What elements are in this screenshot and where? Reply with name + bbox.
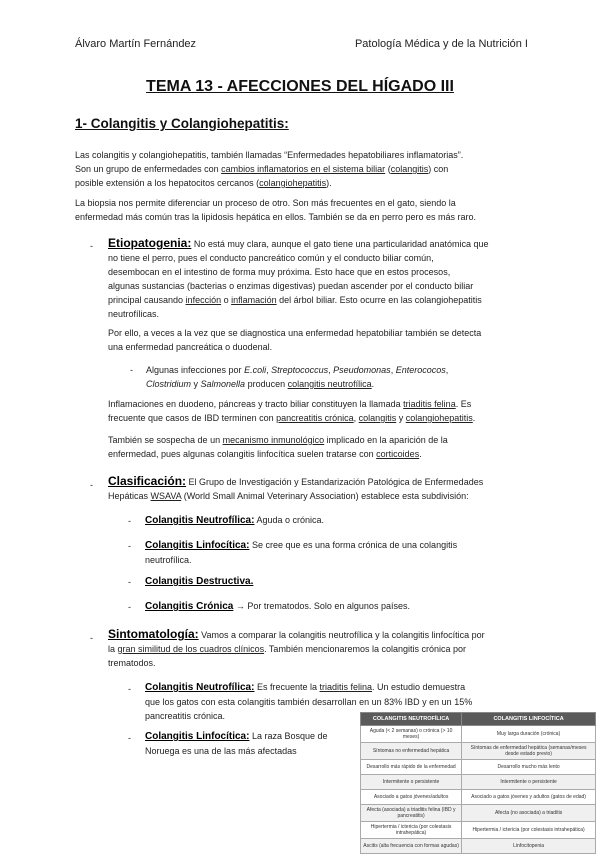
bullet-dash: - — [90, 480, 93, 490]
infections-paragraph: Algunas infecciones por E.coli, Streptococcus, Pseudomonas, Enterococos, Clostridium y Salmonella producen colangitis neutrofílica. — [146, 365, 449, 389]
clasificacion-label: Clasificación: — [108, 474, 187, 488]
bullet-dash: - — [128, 602, 131, 612]
table-row — [361, 775, 596, 790]
etiopatogenia-paragraph: Etiopatogenia: No está muy clara, aunque el gato tiene una particularidad anatómica que no tiene el perro, pues el conducto pancreático común y el conducto biliar común, desembocan en el intestino de forma muy próxima. Esto hace que en estos procesos, algunas sustancias (bacterias o enzimas digestivas) puedan ascender por el conducto biliar principal causando infección o inflamación del árbol biliar. Esto ocurre en las colangiohepatitis neutrofílicas. — [108, 236, 489, 319]
bullet-dash: - — [90, 633, 93, 643]
table-cell: Hipertermia / ictericia (por colestasis intrahepática) — [361, 822, 462, 839]
intro-paragraph-2: La biopsia nos permite diferenciar un proceso de otro. Son más frecuentes en el gato, siendo la enfermedad más común tras la lipidosis hepática en ellos. También se da en perro pero es más raro. — [75, 198, 477, 222]
etiopatogenia-paragraph-2: Por ello, a veces a la vez que se diagnostica una enfermedad hepatobiliar también se detecta una enfermedad pancreática o duodenal. — [108, 328, 482, 352]
intro-paragraph-1: Las colangitis y colangiohepatitis, también llamadas “Enfermedades hepatobiliares inflamatorias”. Son un grupo de enfermedades con cambios inflamatorios en el sistema biliar (colangitis) con posible extensión a los hepatocitos cercanos (colangiohepatitis). — [75, 150, 464, 188]
table-row — [361, 760, 596, 775]
linfocitica-paragraph: Colangitis Linfocítica: La raza Bosque de Noruega es una de las más afectadas — [145, 731, 328, 756]
comparison-table — [360, 712, 596, 854]
table-cell: Intermitente o persistente — [462, 775, 596, 790]
table-row — [361, 726, 596, 743]
bullet-dash: - — [130, 365, 133, 375]
table-cell: Linfocitopenia — [462, 839, 596, 854]
sintomatologia-paragraph: Sintomatología: Vamos a comparar la colangitis neutrofílica y la colangitis linfocítica por la gran similitud de los cuadros clínicos. También mencionaremos la colangitis crónica por trematodos. — [108, 627, 485, 668]
table-cell: Desarrollo mucho más lento — [462, 760, 596, 775]
table-header: COLANGITIS LINFOCÍTICA — [462, 713, 596, 726]
table-cell: Afecta (asociada) a triaditis felina (IBD y pancreatitis) — [361, 805, 462, 822]
bullet-dash: - — [128, 516, 131, 526]
table-header-row — [361, 713, 596, 726]
table-row — [361, 822, 596, 839]
clasificacion-item: Colangitis Destructiva. — [145, 576, 254, 587]
bullet-dash: - — [128, 733, 131, 743]
immunology-paragraph: También se sospecha de un mecanismo inmunológico implicado en la aparición de la enfermedad, pues algunas colangitis linfocítica suelen tratarse con corticoides. — [108, 435, 448, 459]
etiopatogenia-label: Etiopatogenia: — [108, 236, 192, 250]
bullet-dash: - — [90, 241, 93, 251]
table-cell: Ascitis (alta frecuencia con formas agudas) — [361, 839, 462, 854]
table-row — [361, 743, 596, 760]
table-row — [361, 790, 596, 805]
clasificacion-paragraph: Clasificación: El Grupo de Investigación y Estandarización Patológica de Enfermedades Hepáticas WSAVA (World Small Animal Veterinary Association) establece esta subdivisión: — [108, 474, 484, 501]
table-cell: Desarrollo más rápido de la enfermedad — [361, 760, 462, 775]
header-subject: Patología Médica y de la Nutrición I — [354, 38, 528, 50]
table-cell: Afecta (no asociada) a triaditis — [462, 805, 596, 822]
header-author: Álvaro Martín Fernández — [75, 38, 197, 50]
table-cell: Aguda (< 2 semanas) o crónica (> 10 meses) — [361, 726, 462, 743]
table-row — [361, 805, 596, 822]
table-row — [361, 839, 596, 854]
clasificacion-item: Colangitis Linfocítica: Se cree que es una forma crónica de una colangitis neutrofílica. — [145, 540, 458, 565]
bullet-dash: - — [128, 541, 131, 551]
bullet-dash: - — [128, 577, 131, 587]
table-cell: Intermitente o persistente — [361, 775, 462, 790]
clasificacion-item: Colangitis Neutrofílica: Aguda o crónica. — [145, 515, 325, 526]
section-heading: 1- Colangitis y Colangiohepatitis: — [75, 116, 289, 131]
table-cell: Hipertermia / ictericia (por colestasis intrahepática) — [462, 822, 596, 839]
page-title: TEMA 13 - AFECCIONES DEL HÍGADO III — [146, 78, 454, 95]
triaditis-paragraph: Inflamaciones en duodeno, páncreas y tracto biliar constituyen la llamada triaditis felina. Es frecuente que casos de IBD terminen con pancreatitis crónica, colangitis y colangiohepatitis. — [108, 399, 476, 423]
bullet-dash: - — [128, 684, 131, 694]
table-header: COLANGITIS NEUTROFÍLICA — [361, 713, 462, 726]
table-cell: Síntomas de enfermedad hepática (semanas/meses desde estado previo) — [462, 743, 596, 760]
neutrofilica-paragraph: Colangitis Neutrofílica: Es frecuente la triaditis felina. Un estudio demuestra que los gatos con esta colangitis también desarrollan en un 83% IBD y en un 15% pancreatitis crónica. — [145, 682, 473, 721]
sintomatologia-label: Sintomatología: — [108, 627, 199, 641]
table-cell: Asociado a gatos jóvenes/adultos — [361, 790, 462, 805]
table-cell: Síntomas no enfermedad hepática — [361, 743, 462, 760]
table-cell: Asociado a gatos jóvenes y adultos (gatos de edad) — [462, 790, 596, 805]
table-cell: Muy larga duración (crónica) — [462, 726, 596, 743]
clasificacion-item: Colangitis Crónica → Por trematodos. Solo en algunos países. — [145, 601, 410, 612]
